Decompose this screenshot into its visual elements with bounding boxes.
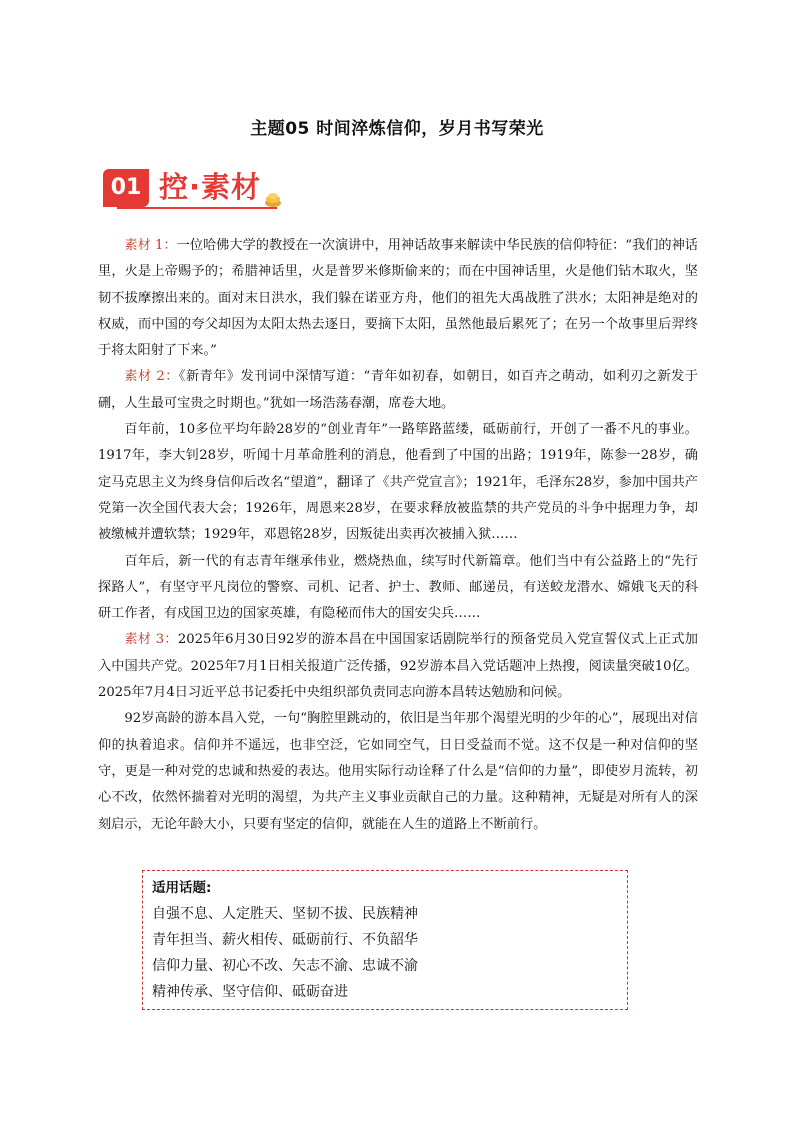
section-number-badge: 01 — [103, 169, 149, 207]
paragraph-material-3 — [98, 627, 698, 706]
paragraph-material-2 — [98, 364, 698, 417]
topics-heading: 适用话题: — [152, 880, 212, 896]
material-tag: 素材 2： — [124, 369, 179, 385]
paragraph-text: 92岁高龄的游本昌入党，一句“胸腔里跳动的，依旧是当年那个渴望光明的少年的心”，展现出对信仰的执着追求。信仰并不遥远，也非空泛，它如同空气，日日受益而不觉。这不仅是一种对信仰的坚守，更是一种对党的忠诚和热爱的表达。他用实际行动诠释了什么是“信仰的力量”，即使岁月流转，初心不改，依然怀揣着对光明的渴望，为共产主义事业贡献自己的力量。这种精神，无疑是对所有人的深刻启示，无论年龄大小，只要有坚定的信仰，就能在人生的道路上不断前行。 — [98, 711, 698, 832]
topics-box — [142, 870, 628, 1010]
material-tag: 素材 1： — [124, 238, 177, 253]
coin-stack-icon — [263, 190, 283, 208]
topics-line: 信仰力量、初心不改、矢志不渝、忠诚不渝 — [152, 958, 418, 974]
paragraph-material-1 — [98, 233, 698, 364]
material-tag: 素材 3： — [124, 632, 178, 648]
paragraph-commentary — [98, 706, 698, 837]
paragraph-text: 一位哈佛大学的教授在一次演讲中，用神话故事来解读中华民族的信仰特征：“我们的神话里，火是上帝赐予的；希腊神话里，火是普罗米修斯偷来的；而在中国神话里，火是他们钻木取火，坚韧不拔摩擦出来的。面对末日洪水，我们躲在诺亚方舟，他们的祖先大禹战胜了洪水；太阳神是绝对的权威，而中国的夸父却因为太阳太热去逐日，要摘下太阳，虽然他最后累死了；在另一个故事里后羿终于将太阳射了下来。” — [98, 238, 698, 359]
topics-line: 青年担当、薪火相传、砥砺前行、不负韶华 — [152, 932, 418, 948]
paragraph-text: 2025年6月30日92岁的游本昌在中国国家话剧院举行的预备党员入党宣誓仪式上正式加入中国共产党。2025年7月1日相关报道广泛传播，92岁游本昌入党话题冲上热搜，阅读量突破10亿。2025年7月4日习近平总书记委托中央组织部负责同志向游本昌转达勉励和问候。 — [98, 632, 698, 701]
topics-line: 精神传承、坚守信仰、砥砺奋进 — [152, 984, 348, 1000]
paragraph-history — [98, 417, 698, 548]
paragraph-text: 《新青年》发刊词中深情写道：“青年如初春，如朝日，如百卉之萌动，如利刃之新发于硎，人生最可宝贵之时期也。”犹如一场浩荡春潮，席卷大地。 — [98, 369, 698, 411]
material-content — [98, 233, 698, 838]
section-header — [103, 162, 303, 212]
paragraph-text: 百年前，10多位平均年龄28岁的“创业青年”一路筚路蓝缕，砥砺前行，开创了一番不凡的事业。1917年，李大钊28岁，听闻十月革命胜利的消息，他看到了中国的出路；1919年，陈参一28岁，确定马克思主义为终身信仰后改名“望道”，翻译了《共产党宣言》；1921年，毛泽东28岁，参加中国共产党第一次全国代表大会；1926年，周恩来28岁，在要求释放被监禁的共产党员的斗争中据理力争，却被缴械并遭软禁；1929年，邓恩铭28岁，因叛徒出卖再次被捕入狱…… — [98, 422, 698, 543]
section-label: 控·素材 — [159, 170, 262, 204]
page-title: 主题05 时间淬炼信仰，岁月书写荣光 — [250, 119, 544, 139]
paragraph-today — [98, 549, 698, 628]
paragraph-text: 百年后，新一代的有志青年继承伟业，燃烧热血，续写时代新篇章。他们当中有公益路上的“先行探路人”，有坚守平凡岗位的警察、司机、记者、护士、教师、邮递员，有送蛟龙潜水、嫦娥飞天的科研工作者，有戍国卫边的国家英雄，有隐秘而伟大的国安尖兵…… — [98, 553, 698, 622]
topics-line: 自强不息、人定胜天、坚韧不拔、民族精神 — [152, 906, 418, 922]
section-underline — [117, 207, 277, 209]
